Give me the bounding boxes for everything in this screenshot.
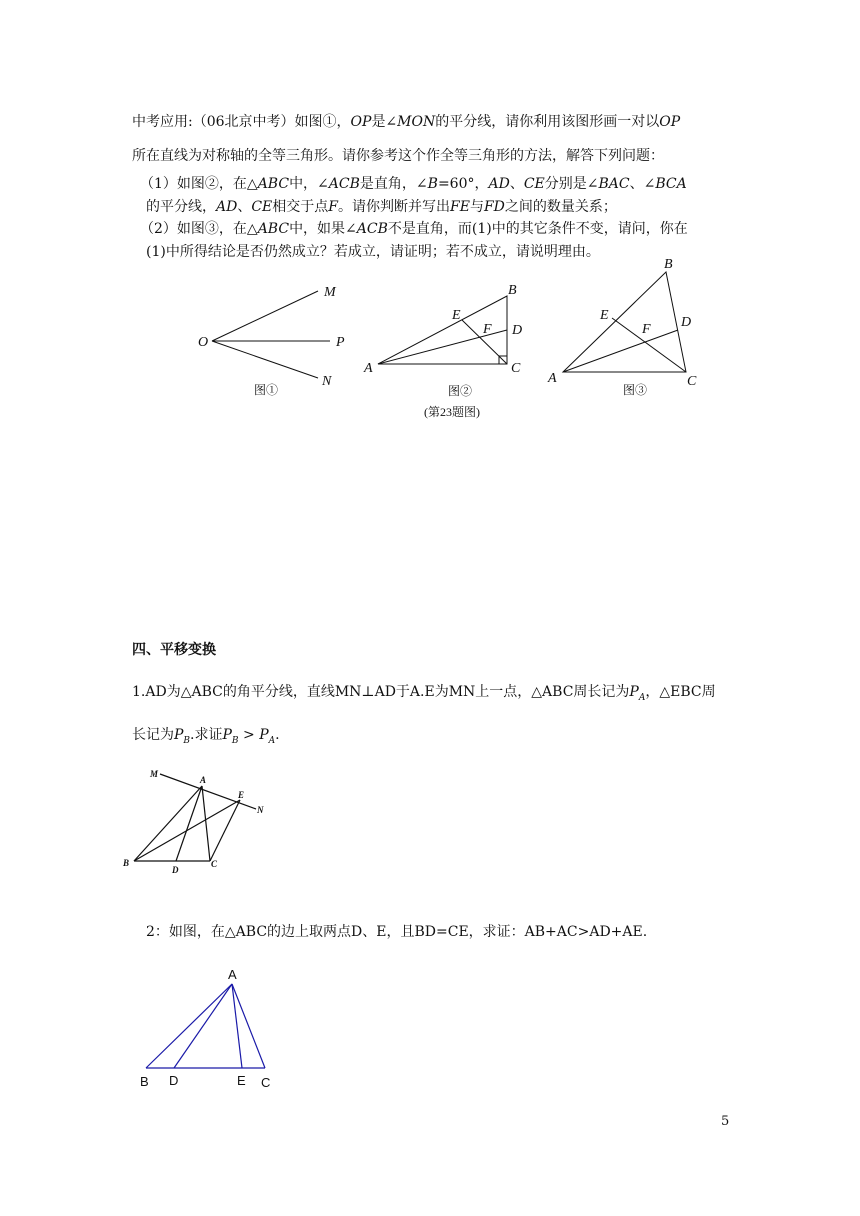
fig2-label-D: D: [512, 323, 523, 338]
fig4-label-B: B: [123, 858, 130, 868]
fig1-caption: 图①: [254, 383, 279, 397]
fig3-caption: 图③: [623, 383, 648, 397]
fig5-label-A: A: [228, 967, 237, 982]
fig1-label-P: P: [336, 335, 345, 350]
section-4-heading: 四、平移变换: [132, 642, 216, 658]
fig3-label-F: F: [642, 322, 651, 337]
fig1-label-M: M: [324, 285, 336, 300]
fig2-label-A: A: [364, 361, 373, 376]
page-number: 5: [721, 1114, 730, 1129]
fig5-label-D: D: [169, 1073, 179, 1088]
fig3-label-D: D: [681, 315, 692, 330]
figures-caption: (第23题图): [424, 405, 480, 419]
fig3-label-C: C: [687, 374, 697, 389]
problem-1-line-2: 长记为$P_B$.求证$P_B > P_A$.: [132, 727, 280, 746]
intro-line-1: 中考应用:（06北京中考）如图①，OP是∠MON的平分线，请你利用该图形画一对以OP: [132, 114, 681, 130]
question-1-line-1: （1）如图②，在△ABC中，∠ACB是直角，∠B=60°，AD、CE分别是∠BAC、∠BCA: [140, 176, 687, 192]
intro-line-2: 所在直线为对称轴的全等三角形。请你参考这个作全等三角形的方法，解答下列问题：: [132, 148, 664, 164]
fig4-label-D: D: [172, 865, 179, 875]
fig2-label-B: B: [508, 283, 517, 298]
fig3-label-A: A: [548, 371, 557, 386]
fig3-label-E: E: [600, 308, 609, 323]
fig1-label-O: O: [198, 335, 209, 350]
fig2-label-C: C: [511, 361, 521, 376]
fig5-label-E: E: [237, 1073, 246, 1088]
question-2-line-1: （2）如图③，在△ABC中，如果∠ACB不是直角，而(1)中的其它条件不变，请问，你在: [140, 221, 688, 237]
fig4-label-E: E: [238, 790, 245, 800]
problem-1-line-1: 1.AD为△ABC的角平分线，直线MN⊥AD于A.E为MN上一点，△ABC周长记为$P_A$，△EBC周: [132, 684, 716, 703]
fig2-label-F: F: [483, 322, 492, 337]
question-1-line-2: 的平分线，AD、CE相交于点F。请你判断并写出FE与FD之间的数量关系；: [146, 199, 617, 215]
question-2-line-2: (1)中所得结论是否仍然成立？若成立，请证明；若不成立，请说明理由。: [146, 244, 600, 260]
fig2-caption: 图②: [448, 384, 473, 398]
fig5-label-B: B: [140, 1074, 149, 1089]
fig4-label-C: C: [211, 859, 218, 869]
fig4-label-M: M: [150, 769, 159, 779]
fig1-label-N: N: [322, 374, 332, 389]
fig2-label-E: E: [452, 308, 461, 323]
problem-2: 2：如图，在△ABC的边上取两点D、E，且BD=CE，求证：AB+AC>AD+AE.: [146, 924, 648, 940]
fig4-label-N: N: [257, 805, 264, 815]
fig3-label-B: B: [664, 257, 673, 272]
fig5-label-C: C: [261, 1075, 271, 1090]
fig4-label-A: A: [200, 775, 207, 785]
